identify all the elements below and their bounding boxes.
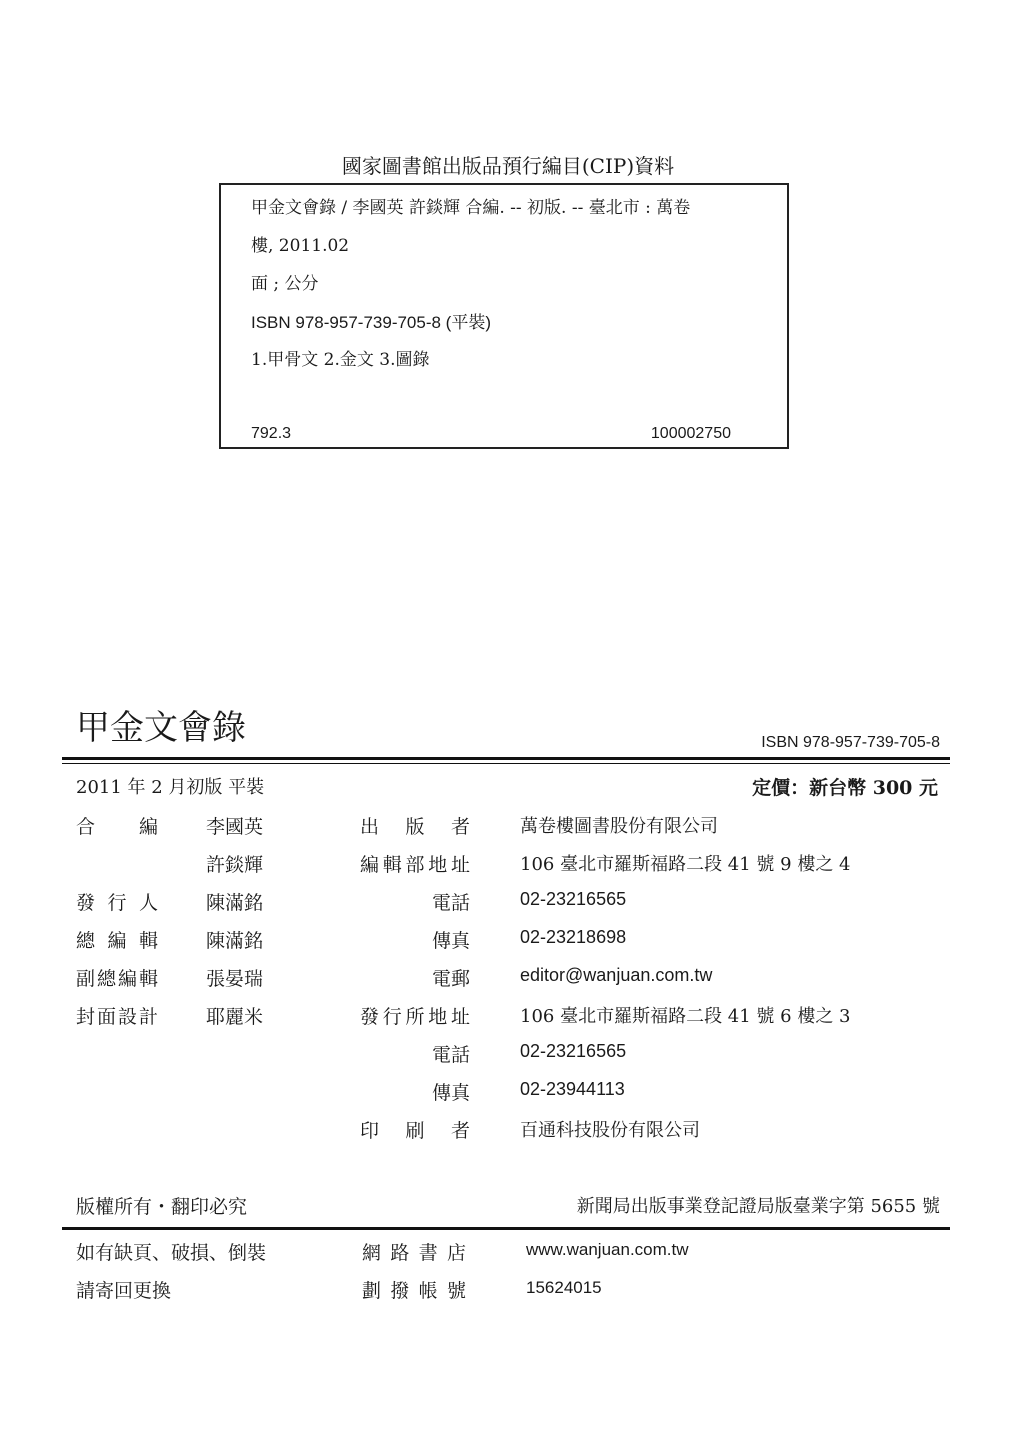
- replacement-notice-1: 如有缺頁、破損、倒裝: [76, 1242, 267, 1264]
- top-rule-thick: [62, 757, 950, 760]
- isbn-label: ISBN 978-957-739-705-8: [761, 734, 940, 751]
- book-title: 甲金文會錄: [76, 708, 246, 748]
- chief-editor-label: 總編輯: [76, 930, 158, 952]
- cip-record-number: 100002750: [650, 425, 731, 442]
- editor-name-2: 許錟輝: [206, 854, 264, 876]
- printer-value: 百通科技股份有限公司: [520, 1120, 700, 1141]
- cip-title: 國家圖書館出版品預行編目(CIP)資料: [341, 154, 675, 178]
- printer-label: 印 刷 者: [360, 1120, 470, 1142]
- fax-value-2: 02-23944113: [520, 1079, 625, 1099]
- publisher-label: 出 版 者: [360, 816, 470, 838]
- deputy-chief-editor-name: 張晏瑞: [206, 968, 264, 990]
- online-store-label: 網路書店: [362, 1242, 466, 1264]
- editorial-address-value: 106 臺北市羅斯福路二段 41 號 9 樓之 4: [520, 854, 851, 875]
- registration-number: 新聞局出版事業登記證局版臺業字第 5655 號: [576, 1196, 940, 1217]
- publisher-person-label: 發行人: [76, 892, 158, 914]
- postal-account-number: 15624015: [526, 1278, 602, 1297]
- replacement-notice-2: 請寄回更換: [76, 1280, 172, 1302]
- editor-name-1: 李國英: [206, 816, 264, 838]
- distribution-address-label: 發行所地址: [360, 1006, 470, 1028]
- bottom-rule: [62, 1227, 950, 1230]
- top-rule-thin: [62, 763, 950, 764]
- editor-label: 合 編: [76, 816, 158, 838]
- phone-value-2: 02-23216565: [520, 1041, 627, 1061]
- copyright-notice: 版權所有・翻印必究: [76, 1196, 248, 1218]
- phone-value-1: 02-23216565: [520, 889, 627, 909]
- price: 定價：新台幣 300 元: [752, 777, 938, 799]
- fax-label-2: 傳真: [431, 1082, 470, 1104]
- publisher-value: 萬卷樓圖書股份有限公司: [520, 816, 718, 837]
- cip-classification: 792.3: [251, 425, 292, 442]
- online-store-url: www.wanjuan.com.tw: [526, 1240, 689, 1259]
- fax-value-1: 02-23218698: [520, 927, 627, 947]
- publisher-person-name: 陳滿銘: [206, 892, 264, 914]
- fax-label-1: 傳真: [431, 930, 470, 952]
- cip-line-3: 面 ; 公分: [251, 274, 319, 294]
- cip-line-isbn: ISBN 978-957-739-705-8 (平裝): [251, 313, 492, 332]
- postal-account-label: 劃撥帳號: [362, 1280, 466, 1302]
- distribution-address-value: 106 臺北市羅斯福路二段 41 號 6 樓之 3: [520, 1006, 851, 1027]
- edition-info: 2011 年 2 月初版 平裝: [76, 777, 265, 798]
- cip-box: [219, 183, 789, 449]
- email-label: 電郵: [431, 968, 470, 990]
- cip-subjects: 1.甲骨文 2.金文 3.圖錄: [251, 350, 430, 370]
- editorial-address-label: 編輯部地址: [360, 854, 470, 876]
- email-value: editor@wanjuan.com.tw: [520, 965, 713, 985]
- cover-design-name: 耶麗米: [206, 1006, 264, 1028]
- cip-line-1: 甲金文會錄 / 李國英 許錟輝 合編. -- 初版. -- 臺北市 : 萬卷: [251, 198, 691, 218]
- deputy-chief-editor-label: 副總編輯: [76, 968, 158, 990]
- chief-editor-name: 陳滿銘: [206, 930, 264, 952]
- cip-line-2: 樓, 2011.02: [251, 236, 350, 256]
- phone-label-1: 電話: [431, 892, 470, 914]
- cover-design-label: 封面設計: [76, 1006, 158, 1028]
- phone-label-2: 電話: [431, 1044, 470, 1066]
